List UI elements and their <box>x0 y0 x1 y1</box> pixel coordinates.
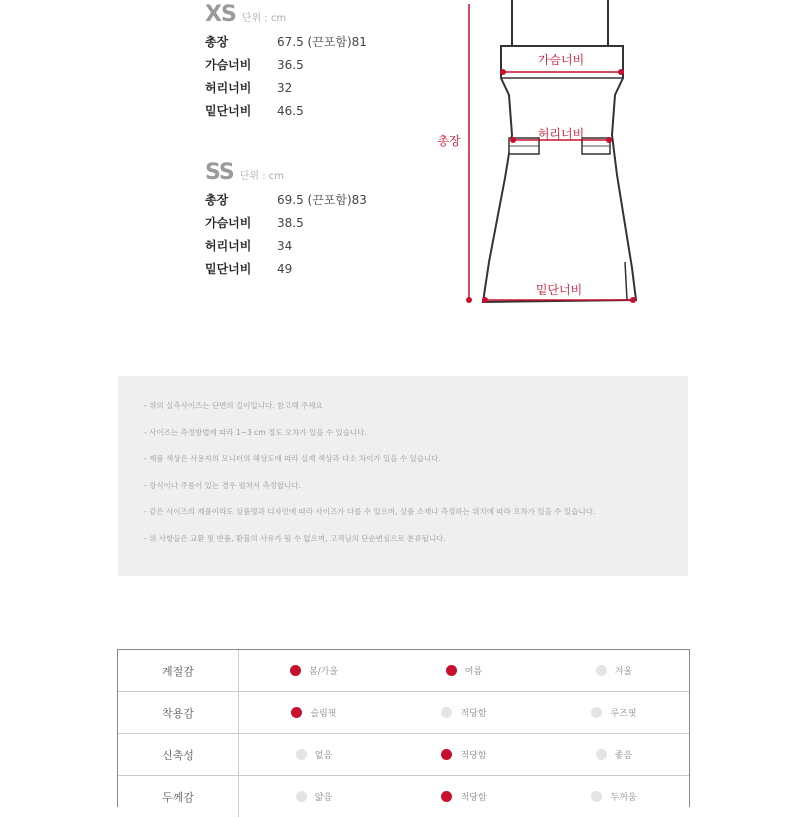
size-block-xs <box>205 2 367 122</box>
length-label: 총장 <box>437 134 461 148</box>
feel-option-text: 슬림핏 <box>310 709 337 719</box>
feel-option <box>389 748 539 761</box>
unselected-dot-icon <box>441 707 452 718</box>
size-row-label: 가슴너비 <box>205 58 252 72</box>
feel-row-thickness <box>118 776 689 817</box>
feel-option <box>389 790 539 803</box>
feel-option <box>389 706 539 719</box>
selected-dot-icon <box>441 791 452 802</box>
size-row-label: 가슴너비 <box>205 216 252 230</box>
hem-endpoint <box>482 297 488 303</box>
size-row <box>205 30 367 53</box>
unselected-dot-icon <box>296 749 307 760</box>
size-row-value: 49 <box>277 261 293 276</box>
size-block-ss <box>205 160 367 280</box>
feel-row-label: 신축성 <box>118 734 239 775</box>
size-unit: 단위 : cm <box>239 171 284 182</box>
feel-row-label: 계절감 <box>118 650 239 691</box>
size-header <box>205 160 367 188</box>
size-row <box>205 211 367 234</box>
size-row <box>205 76 367 99</box>
size-row <box>205 188 367 211</box>
selected-dot-icon <box>446 665 457 676</box>
length-endpoint <box>466 297 472 303</box>
feel-option <box>239 706 389 719</box>
size-row-label: 밑단너비 <box>205 104 252 118</box>
size-code: SS <box>205 160 234 185</box>
feel-option-text: 좋음 <box>614 751 633 761</box>
dress-outline <box>483 46 636 302</box>
feel-option-text: 적당함 <box>460 793 487 803</box>
selected-dot-icon <box>291 707 302 718</box>
feel-row-label: 착용감 <box>118 692 239 733</box>
feel-option-text: 루즈핏 <box>610 709 637 719</box>
size-row <box>205 53 367 76</box>
size-row <box>205 257 367 280</box>
size-row-value: 38.5 <box>277 215 304 230</box>
feel-option <box>539 664 689 677</box>
size-row-value: 46.5 <box>277 103 304 118</box>
dress-measurement-diagram <box>425 0 665 320</box>
selected-dot-icon <box>441 749 452 760</box>
feel-option <box>539 748 689 761</box>
size-row-value: 34 <box>277 238 293 253</box>
feel-option-text: 적당함 <box>460 709 487 719</box>
feel-row-label: 두께감 <box>118 776 239 817</box>
feel-row-fit <box>118 692 689 734</box>
size-unit: 단위 : cm <box>241 13 287 24</box>
feel-option-text: 없음 <box>314 751 333 761</box>
feel-option-text: 봄/가을 <box>308 667 339 677</box>
feel-row-season <box>118 650 689 692</box>
feel-option-text: 적당함 <box>460 751 487 761</box>
waist-endpoint <box>510 137 516 143</box>
size-row-label: 밑단너비 <box>205 262 252 276</box>
size-row-value: 36.5 <box>277 57 304 72</box>
hem-endpoint <box>630 297 636 303</box>
note-item: - 위 사항들은 교환 및 반품, 환불의 사유가 될 수 없으며, 고객님의 단순변심으로 분류됩니다. <box>144 533 446 543</box>
size-row-label: 총장 <box>205 35 229 49</box>
unselected-dot-icon <box>596 665 607 676</box>
feel-row-stretch <box>118 734 689 776</box>
size-row-value: 67.5 (끈포함)81 <box>277 35 367 49</box>
feel-option-text: 겨울 <box>614 667 633 677</box>
feel-option-text: 두꺼움 <box>610 793 637 803</box>
fabric-feel-table <box>117 649 690 807</box>
feel-option <box>539 790 689 803</box>
unselected-dot-icon <box>591 707 602 718</box>
waist-label: 허리너비 <box>537 127 585 141</box>
size-row-label: 허리너비 <box>205 239 252 253</box>
chest-label: 가슴너비 <box>537 53 585 67</box>
chest-endpoint <box>500 69 506 75</box>
waist-endpoint <box>606 137 612 143</box>
note-item: - 사이즈는 측정방법에 따라 1~3 cm 정도 오차가 있을 수 있습니다. <box>144 427 367 437</box>
size-row-value: 32 <box>277 80 293 95</box>
size-row <box>205 99 367 122</box>
note-item: - 위의 실측사이즈는 단면의 길이입니다. 참고해 주세요 <box>144 401 323 410</box>
size-code: XS <box>205 2 236 27</box>
note-item: - 같은 사이즈의 제품이라도 상품명과 디자인에 따라 사이즈가 다를 수 있으며, 상품 소재나 측정하는 위치에 따라 오차가 있을 수 있습니다. <box>144 507 596 516</box>
hem-label: 밑단너비 <box>535 283 583 297</box>
size-notes-box <box>118 376 688 576</box>
feel-option <box>239 748 389 761</box>
unselected-dot-icon <box>596 749 607 760</box>
unselected-dot-icon <box>296 791 307 802</box>
feel-option <box>239 790 389 803</box>
size-row-value: 69.5 (끈포함)83 <box>277 193 367 207</box>
size-row-label: 총장 <box>205 193 229 207</box>
notes-list <box>118 376 688 555</box>
note-item: - 장식이나 주름이 있는 경우 펼쳐서 측정합니다. <box>144 480 302 490</box>
chest-endpoint <box>618 69 624 75</box>
selected-dot-icon <box>290 665 301 676</box>
note-item: - 제품 색상은 사용자의 모니터의 해상도에 따라 실제 색상과 다소 차이가 있을 수 있습니다. <box>144 454 441 463</box>
unselected-dot-icon <box>591 791 602 802</box>
size-row <box>205 234 367 257</box>
feel-option <box>539 706 689 719</box>
size-header <box>205 2 367 30</box>
feel-option-text: 여름 <box>464 667 483 677</box>
feel-option <box>239 664 389 677</box>
size-row-label: 허리너비 <box>205 81 252 95</box>
feel-option-text: 얇음 <box>314 793 333 803</box>
feel-option <box>389 664 539 677</box>
